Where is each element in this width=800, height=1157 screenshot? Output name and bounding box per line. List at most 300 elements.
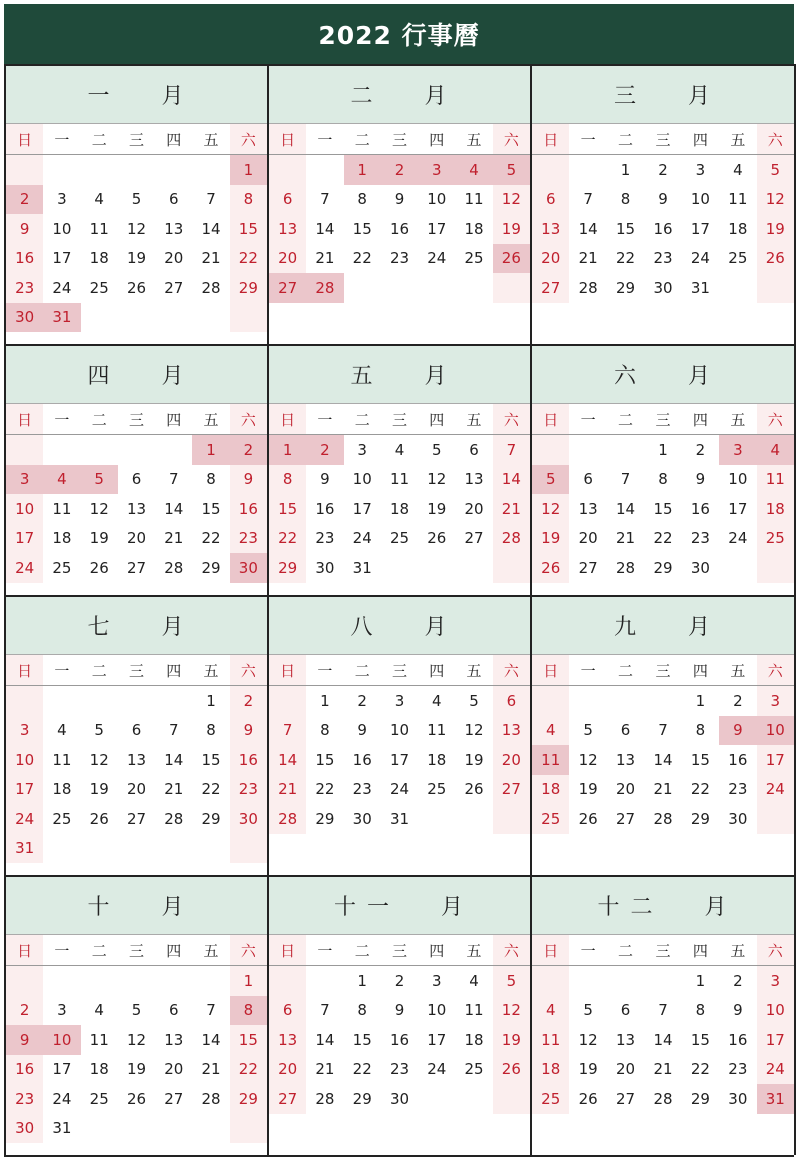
day-cell: 23 xyxy=(315,529,335,548)
month-word: 月 xyxy=(161,364,186,389)
day-cell: 31 xyxy=(757,1084,794,1114)
day-cell: 12 xyxy=(578,750,598,769)
empty-cell xyxy=(118,155,155,185)
day-cell: 6 xyxy=(269,185,306,215)
day-grid xyxy=(269,966,530,1126)
day-cell: 7 xyxy=(320,190,330,209)
weekday-label: 五 xyxy=(203,410,219,429)
day-cell: 22 xyxy=(201,780,221,799)
day-cell: 23 xyxy=(653,249,673,268)
day-cell: 9 xyxy=(6,214,43,244)
day-cell: 26 xyxy=(464,780,484,799)
day-cell: 14 xyxy=(315,219,335,238)
weekday-label: 日 xyxy=(269,655,306,685)
empty-cell xyxy=(418,804,455,834)
weekday-label: 二 xyxy=(618,941,634,960)
day-cell: 3 xyxy=(719,435,756,465)
weekday-label: 五 xyxy=(730,410,746,429)
day-cell: 29 xyxy=(616,278,636,297)
weekday-label: 三 xyxy=(128,130,144,149)
day-cell: 13 xyxy=(578,499,598,518)
day-cell: 16 xyxy=(230,494,267,524)
day-cell: 15 xyxy=(690,750,710,769)
day-cell: 11 xyxy=(389,470,410,489)
day-cell: 21 xyxy=(315,1060,335,1079)
weekday-label: 三 xyxy=(128,410,144,429)
weekday-label: 四 xyxy=(429,130,445,149)
month-number: 三 xyxy=(613,84,638,109)
weekday-label: 日 xyxy=(269,124,306,154)
weekday-label: 一 xyxy=(580,410,596,429)
day-cell: 28 xyxy=(653,1089,673,1108)
day-cell: 2 xyxy=(733,971,743,990)
weekday-label: 二 xyxy=(91,941,107,960)
weekday-label: 二 xyxy=(618,130,634,149)
day-cell: 9 xyxy=(320,470,330,489)
day-cell: 11 xyxy=(757,465,794,495)
weekday-label: 一 xyxy=(317,661,333,680)
weekday-label: 日 xyxy=(269,404,306,434)
day-cell: 10 xyxy=(43,1025,80,1055)
day-cell: 19 xyxy=(126,1060,147,1079)
day-cell: 8 xyxy=(357,190,367,209)
day-cell: 22 xyxy=(690,780,710,799)
weekday-label: 四 xyxy=(692,130,708,149)
empty-cell xyxy=(569,686,606,716)
day-grid xyxy=(6,686,267,875)
day-cell: 14 xyxy=(201,1030,221,1049)
day-cell: 27 xyxy=(578,558,598,577)
day-cell: 7 xyxy=(206,1001,216,1020)
day-cell: 24 xyxy=(728,529,748,548)
day-cell: 31 xyxy=(389,809,410,828)
month-number: 六 xyxy=(613,364,638,389)
empty-cell xyxy=(81,966,118,996)
day-cell: 6 xyxy=(620,721,631,740)
day-cell: 30 xyxy=(389,1089,410,1108)
empty-cell xyxy=(118,686,155,716)
day-cell: 7 xyxy=(206,190,216,209)
weekday-label: 四 xyxy=(692,941,708,960)
day-cell: 19 xyxy=(89,780,109,799)
day-cell: 19 xyxy=(757,214,794,244)
empty-cell xyxy=(118,834,155,864)
empty-cell xyxy=(532,966,569,996)
day-cell: 1 xyxy=(357,971,367,990)
day-cell: 2 xyxy=(306,435,343,465)
day-cell: 2 xyxy=(357,691,367,710)
day-cell: 1 xyxy=(320,691,330,710)
day-cell: 29 xyxy=(230,273,267,303)
day-cell: 14 xyxy=(653,750,673,769)
weekday-label: 六 xyxy=(493,124,530,154)
empty-cell xyxy=(155,155,192,185)
month-block xyxy=(269,344,532,595)
day-cell: 10 xyxy=(6,745,43,775)
day-cell: 17 xyxy=(690,219,710,238)
weekday-label: 日 xyxy=(6,935,43,965)
day-cell: 5 xyxy=(493,155,530,185)
day-cell: 8 xyxy=(206,721,216,740)
day-cell: 19 xyxy=(126,249,147,268)
day-cell: 4 xyxy=(94,1001,104,1020)
day-cell: 21 xyxy=(164,529,184,548)
day-cell: 27 xyxy=(532,273,569,303)
empty-cell xyxy=(418,273,455,303)
day-grid xyxy=(269,686,530,846)
day-cell: 16 xyxy=(389,219,410,238)
month-title xyxy=(6,597,267,655)
day-cell: 8 xyxy=(269,465,306,495)
day-cell: 13 xyxy=(269,1025,306,1055)
day-cell: 25 xyxy=(427,780,447,799)
weekday-label: 六 xyxy=(493,404,530,434)
empty-cell xyxy=(81,435,118,465)
day-grid xyxy=(6,435,267,595)
day-cell: 5 xyxy=(583,1001,593,1020)
day-cell: 25 xyxy=(532,1084,569,1114)
day-cell: 27 xyxy=(616,1089,636,1108)
day-cell: 17 xyxy=(6,775,43,805)
day-cell: 4 xyxy=(43,465,80,495)
day-cell: 30 xyxy=(728,1089,748,1108)
day-cell: 12 xyxy=(427,470,447,489)
empty-cell xyxy=(607,686,644,716)
day-cell: 3 xyxy=(432,971,442,990)
day-cell: 5 xyxy=(94,721,104,740)
month-title xyxy=(6,346,267,404)
day-cell: 19 xyxy=(578,1060,598,1079)
weekday-header xyxy=(269,124,530,155)
day-cell: 14 xyxy=(315,1030,335,1049)
day-cell: 4 xyxy=(94,190,104,209)
day-cell: 28 xyxy=(201,1089,221,1108)
empty-cell xyxy=(155,303,192,333)
day-cell: 28 xyxy=(315,1089,335,1108)
empty-cell xyxy=(155,966,192,996)
day-cell: 16 xyxy=(653,219,673,238)
weekday-label: 日 xyxy=(6,655,43,685)
empty-cell xyxy=(118,303,155,333)
day-cell: 20 xyxy=(578,529,598,548)
day-cell: 30 xyxy=(6,303,43,333)
day-cell: 24 xyxy=(757,1055,794,1085)
day-cell: 23 xyxy=(389,1060,410,1079)
month-title xyxy=(532,877,794,935)
empty-cell xyxy=(192,303,229,333)
day-cell: 6 xyxy=(131,721,142,740)
day-cell: 27 xyxy=(269,273,306,303)
day-cell: 17 xyxy=(352,499,372,518)
day-cell: 15 xyxy=(201,499,221,518)
day-cell: 23 xyxy=(352,780,372,799)
weekday-label: 四 xyxy=(166,130,182,149)
month-word: 月 xyxy=(424,615,449,640)
empty-cell xyxy=(81,1114,118,1144)
day-cell: 21 xyxy=(578,249,598,268)
day-cell: 20 xyxy=(126,529,147,548)
day-cell: 12 xyxy=(493,996,530,1026)
empty-cell xyxy=(6,686,43,716)
day-cell: 20 xyxy=(269,244,306,274)
empty-cell xyxy=(269,155,306,185)
day-cell: 19 xyxy=(493,1025,530,1055)
day-cell: 4 xyxy=(432,691,442,710)
weekday-label: 三 xyxy=(128,941,144,960)
day-cell: 7 xyxy=(658,721,668,740)
empty-cell xyxy=(381,553,418,583)
day-cell: 25 xyxy=(532,804,569,834)
empty-cell xyxy=(569,155,606,185)
day-cell: 10 xyxy=(6,494,43,524)
day-cell: 9 xyxy=(6,1025,43,1055)
day-cell: 13 xyxy=(616,1030,636,1049)
weekday-label: 六 xyxy=(757,935,794,965)
day-cell: 16 xyxy=(728,750,748,769)
weekday-label: 一 xyxy=(54,130,70,149)
empty-cell xyxy=(493,1084,530,1114)
day-cell: 14 xyxy=(493,465,530,495)
empty-cell xyxy=(719,273,756,303)
weekday-label: 六 xyxy=(230,655,267,685)
month-block xyxy=(532,595,796,875)
day-cell: 25 xyxy=(52,558,72,577)
day-cell: 28 xyxy=(653,809,673,828)
day-cell: 6 xyxy=(583,470,593,489)
empty-cell xyxy=(418,553,455,583)
day-cell: 30 xyxy=(690,558,710,577)
day-cell: 25 xyxy=(464,1060,484,1079)
day-cell: 23 xyxy=(6,273,43,303)
day-grid xyxy=(269,155,530,315)
weekday-label: 四 xyxy=(692,410,708,429)
day-cell: 8 xyxy=(206,470,216,489)
day-cell: 9 xyxy=(230,465,267,495)
day-grid xyxy=(532,155,794,315)
empty-cell xyxy=(455,1084,492,1114)
weekday-header xyxy=(532,124,794,155)
weekday-label: 五 xyxy=(730,661,746,680)
day-cell: 5 xyxy=(469,691,479,710)
day-cell: 17 xyxy=(757,745,794,775)
weekday-label: 五 xyxy=(203,661,219,680)
month-block xyxy=(532,875,796,1155)
day-cell: 25 xyxy=(89,1089,109,1108)
day-cell: 22 xyxy=(352,1060,372,1079)
day-cell: 8 xyxy=(357,1001,367,1020)
day-cell: 12 xyxy=(126,219,147,238)
day-cell: 28 xyxy=(164,809,184,828)
day-cell: 1 xyxy=(695,691,706,710)
weekday-label: 三 xyxy=(128,661,144,680)
day-cell: 20 xyxy=(164,1060,184,1079)
month-block xyxy=(269,64,532,344)
day-cell: 6 xyxy=(269,996,306,1026)
weekday-label: 日 xyxy=(532,404,569,434)
day-cell: 7 xyxy=(620,470,631,489)
weekday-label: 二 xyxy=(618,661,634,680)
weekday-label: 一 xyxy=(317,941,333,960)
empty-cell xyxy=(381,273,418,303)
day-cell: 31 xyxy=(352,558,372,577)
day-cell: 6 xyxy=(493,686,530,716)
day-cell: 22 xyxy=(352,249,372,268)
day-cell: 5 xyxy=(583,721,593,740)
day-cell: 26 xyxy=(532,553,569,583)
day-cell: 12 xyxy=(578,1030,598,1049)
day-cell: 5 xyxy=(757,155,794,185)
day-cell: 13 xyxy=(164,1030,184,1049)
day-cell: 18 xyxy=(89,249,109,268)
day-cell: 9 xyxy=(357,721,367,740)
day-cell: 21 xyxy=(616,529,636,548)
weekday-label: 六 xyxy=(757,124,794,154)
weekday-label: 日 xyxy=(6,124,43,154)
day-cell: 8 xyxy=(230,996,267,1026)
day-cell: 20 xyxy=(532,244,569,274)
day-cell: 24 xyxy=(690,249,710,268)
day-cell: 28 xyxy=(493,524,530,554)
day-cell: 25 xyxy=(728,249,748,268)
day-cell: 20 xyxy=(616,1060,636,1079)
day-cell: 11 xyxy=(52,499,72,518)
day-cell: 2 xyxy=(394,971,405,990)
day-cell: 22 xyxy=(269,524,306,554)
day-cell: 20 xyxy=(493,745,530,775)
day-cell: 10 xyxy=(427,1001,447,1020)
empty-cell xyxy=(532,686,569,716)
weekday-label: 三 xyxy=(655,130,671,149)
empty-cell xyxy=(118,1114,155,1144)
month-block xyxy=(269,875,532,1155)
empty-cell xyxy=(455,804,492,834)
day-cell: 1 xyxy=(230,155,267,185)
day-cell: 5 xyxy=(131,190,142,209)
day-cell: 3 xyxy=(6,716,43,746)
day-cell: 3 xyxy=(57,190,67,209)
empty-cell xyxy=(306,966,343,996)
day-cell: 12 xyxy=(464,721,484,740)
weekday-label: 四 xyxy=(166,661,182,680)
empty-cell xyxy=(532,155,569,185)
day-cell: 2 xyxy=(695,440,706,459)
empty-cell xyxy=(644,686,681,716)
day-grid xyxy=(6,155,267,344)
weekday-label: 二 xyxy=(354,130,370,149)
weekday-label: 二 xyxy=(354,410,370,429)
weekday-label: 六 xyxy=(493,655,530,685)
day-cell: 21 xyxy=(653,1060,673,1079)
day-cell: 20 xyxy=(269,1055,306,1085)
month-title xyxy=(6,877,267,935)
weekday-label: 五 xyxy=(466,130,482,149)
empty-cell xyxy=(269,966,306,996)
day-cell: 13 xyxy=(493,716,530,746)
day-cell: 27 xyxy=(164,278,184,297)
empty-cell xyxy=(493,553,530,583)
day-cell: 18 xyxy=(728,219,748,238)
day-cell: 25 xyxy=(389,529,410,548)
day-cell: 21 xyxy=(653,780,673,799)
weekday-label: 二 xyxy=(354,661,370,680)
day-cell: 1 xyxy=(192,435,229,465)
empty-cell xyxy=(607,435,644,465)
month-title xyxy=(269,597,530,655)
day-cell: 23 xyxy=(728,1060,748,1079)
day-cell: 13 xyxy=(269,214,306,244)
day-cell: 15 xyxy=(230,214,267,244)
weekday-label: 五 xyxy=(203,130,219,149)
weekday-header xyxy=(6,655,267,686)
weekday-label: 日 xyxy=(532,935,569,965)
month-block xyxy=(269,595,532,875)
weekday-label: 二 xyxy=(91,130,107,149)
empty-cell xyxy=(192,834,229,864)
day-cell: 19 xyxy=(464,750,484,769)
day-cell: 9 xyxy=(719,716,756,746)
day-cell: 29 xyxy=(269,553,306,583)
day-grid xyxy=(6,966,267,1155)
day-cell: 2 xyxy=(6,996,43,1026)
day-cell: 27 xyxy=(616,809,636,828)
weekday-label: 五 xyxy=(203,941,219,960)
empty-cell xyxy=(493,273,530,303)
day-cell: 22 xyxy=(690,1060,710,1079)
month-word: 月 xyxy=(688,364,713,389)
day-cell: 16 xyxy=(6,1055,43,1085)
weekday-label: 一 xyxy=(317,130,333,149)
day-grid xyxy=(532,435,794,595)
day-cell: 24 xyxy=(427,249,447,268)
weekday-header xyxy=(269,935,530,966)
weekday-label: 六 xyxy=(757,404,794,434)
weekday-label: 六 xyxy=(230,935,267,965)
day-cell: 14 xyxy=(201,219,221,238)
day-cell: 27 xyxy=(126,558,147,577)
day-cell: 24 xyxy=(757,775,794,805)
weekday-label: 一 xyxy=(580,130,596,149)
day-cell: 12 xyxy=(757,185,794,215)
day-cell: 11 xyxy=(532,745,569,775)
day-cell: 2 xyxy=(658,160,668,179)
weekday-label: 三 xyxy=(655,941,671,960)
day-cell: 13 xyxy=(126,499,147,518)
day-cell: 17 xyxy=(427,219,447,238)
day-cell: 16 xyxy=(230,745,267,775)
day-cell: 19 xyxy=(493,214,530,244)
day-cell: 29 xyxy=(690,1089,710,1108)
empty-cell xyxy=(418,1084,455,1114)
weekday-label: 三 xyxy=(391,130,407,149)
day-cell: 9 xyxy=(695,470,706,489)
empty-cell xyxy=(455,553,492,583)
day-cell: 5 xyxy=(493,966,530,996)
day-cell: 7 xyxy=(169,470,179,489)
day-cell: 23 xyxy=(389,249,410,268)
day-cell: 6 xyxy=(469,440,479,459)
day-cell: 7 xyxy=(583,190,593,209)
empty-cell xyxy=(155,435,192,465)
day-cell: 5 xyxy=(432,440,442,459)
weekday-label: 五 xyxy=(466,661,482,680)
weekday-label: 五 xyxy=(466,941,482,960)
weekday-label: 日 xyxy=(532,124,569,154)
month-word: 月 xyxy=(440,895,465,920)
day-cell: 15 xyxy=(352,1030,372,1049)
empty-cell xyxy=(43,966,80,996)
weekday-label: 四 xyxy=(692,661,708,680)
empty-cell xyxy=(43,435,80,465)
